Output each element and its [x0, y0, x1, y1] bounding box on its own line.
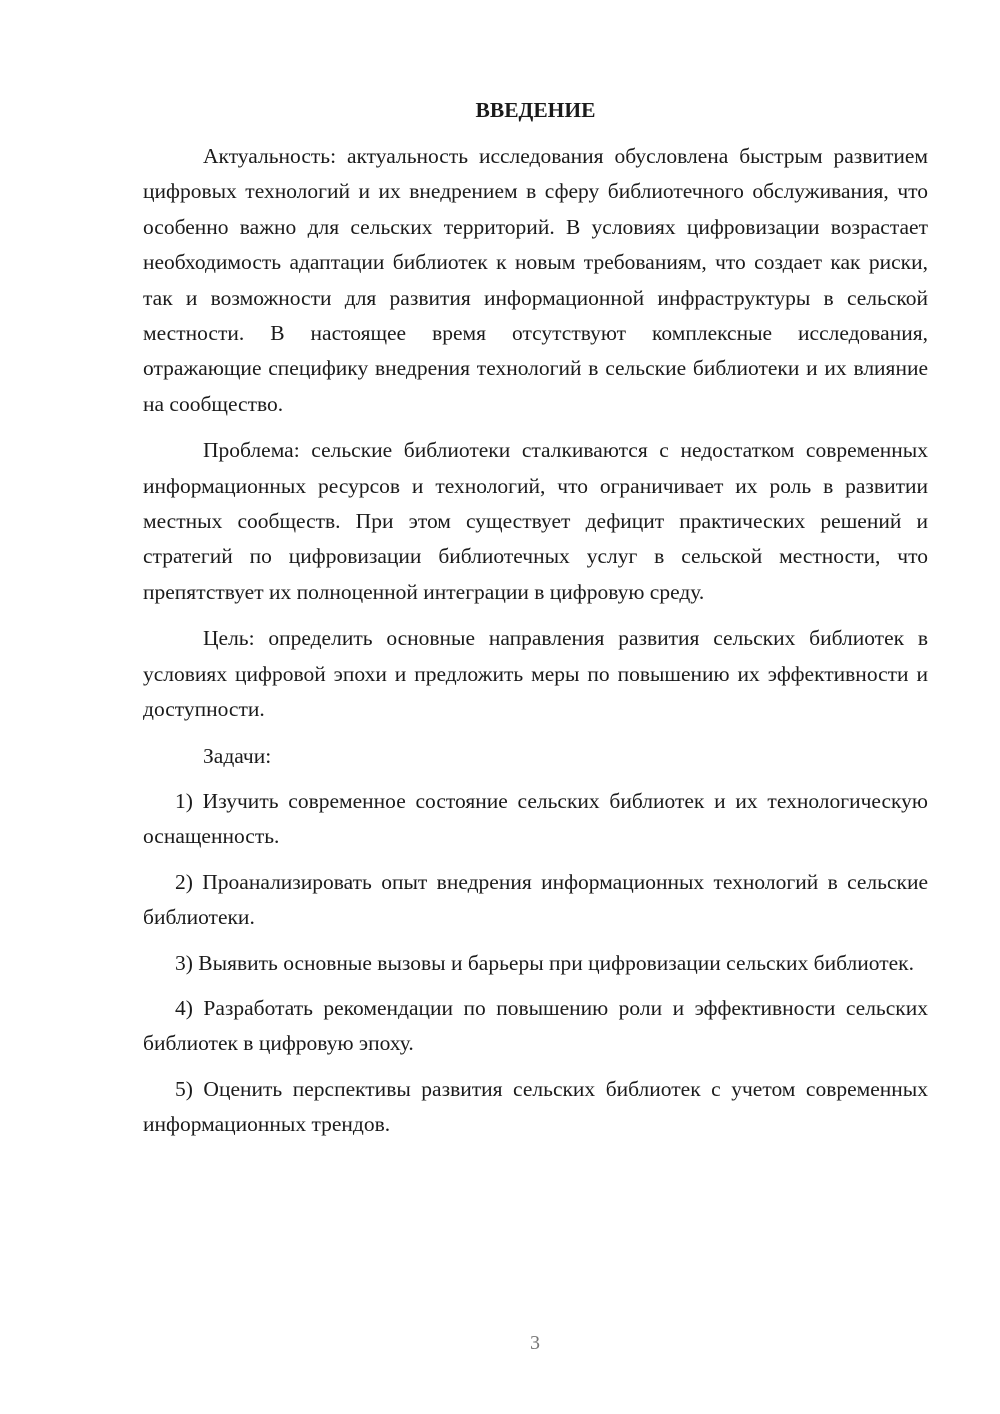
page-content	[143, 93, 928, 1143]
task-item: 1) Изучить современное состояние сельских библиотек и их технологическую оснащенность.	[143, 788, 928, 849]
paragraph-relevance: Актуальность: актуальность исследования обусловлена быстрым развитием цифровых технологий и их внедрением в сферу библиотечного обслуживания, что особенно важно для сельских территорий. В условиях цифровизации возрастает необходимость адаптации библиотек к новым требованиям, что создает как риски, так и возможности для развития информационной инфраструктуры в сельской местности. В настоящее время отсутствуют комплексные исследования, отражающие специфику внедрения технологий в сельские библиотеки и их влияние на сообщество.	[143, 144, 928, 416]
paragraph-problem: Проблема: сельские библиотеки сталкиваются с недостатком современных информационных ресурсов и технологий, что ограничивает их роль в развитии местных сообществ. При этом существует дефицит практических решений и стратегий по цифровизации библиотечных услуг в сельской местности, что препятствует их полноценной интеграции в цифровую среду.	[143, 438, 928, 604]
section-heading: ВВЕДЕНИЕ	[475, 98, 596, 122]
task-item: 5) Оценить перспективы развития сельских библиотек с учетом современных информационных трендов.	[143, 1076, 928, 1137]
task-item: 2) Проанализировать опыт внедрения информационных технологий в сельские библиотеки.	[143, 869, 928, 930]
page-number: 3	[530, 1332, 540, 1354]
paragraph-goal: Цель: определить основные направления развития сельских библиотек в условиях цифровой эпохи и предложить меры по повышению их эффективности и доступности.	[143, 626, 928, 722]
task-item: 4) Разработать рекомендации по повышению роли и эффективности сельских библиотек в цифровую эпоху.	[143, 995, 928, 1056]
task-item: 3) Выявить основные вызовы и барьеры при цифровизации сельских библиотек.	[175, 950, 914, 975]
tasks-label: Задачи:	[203, 743, 272, 768]
